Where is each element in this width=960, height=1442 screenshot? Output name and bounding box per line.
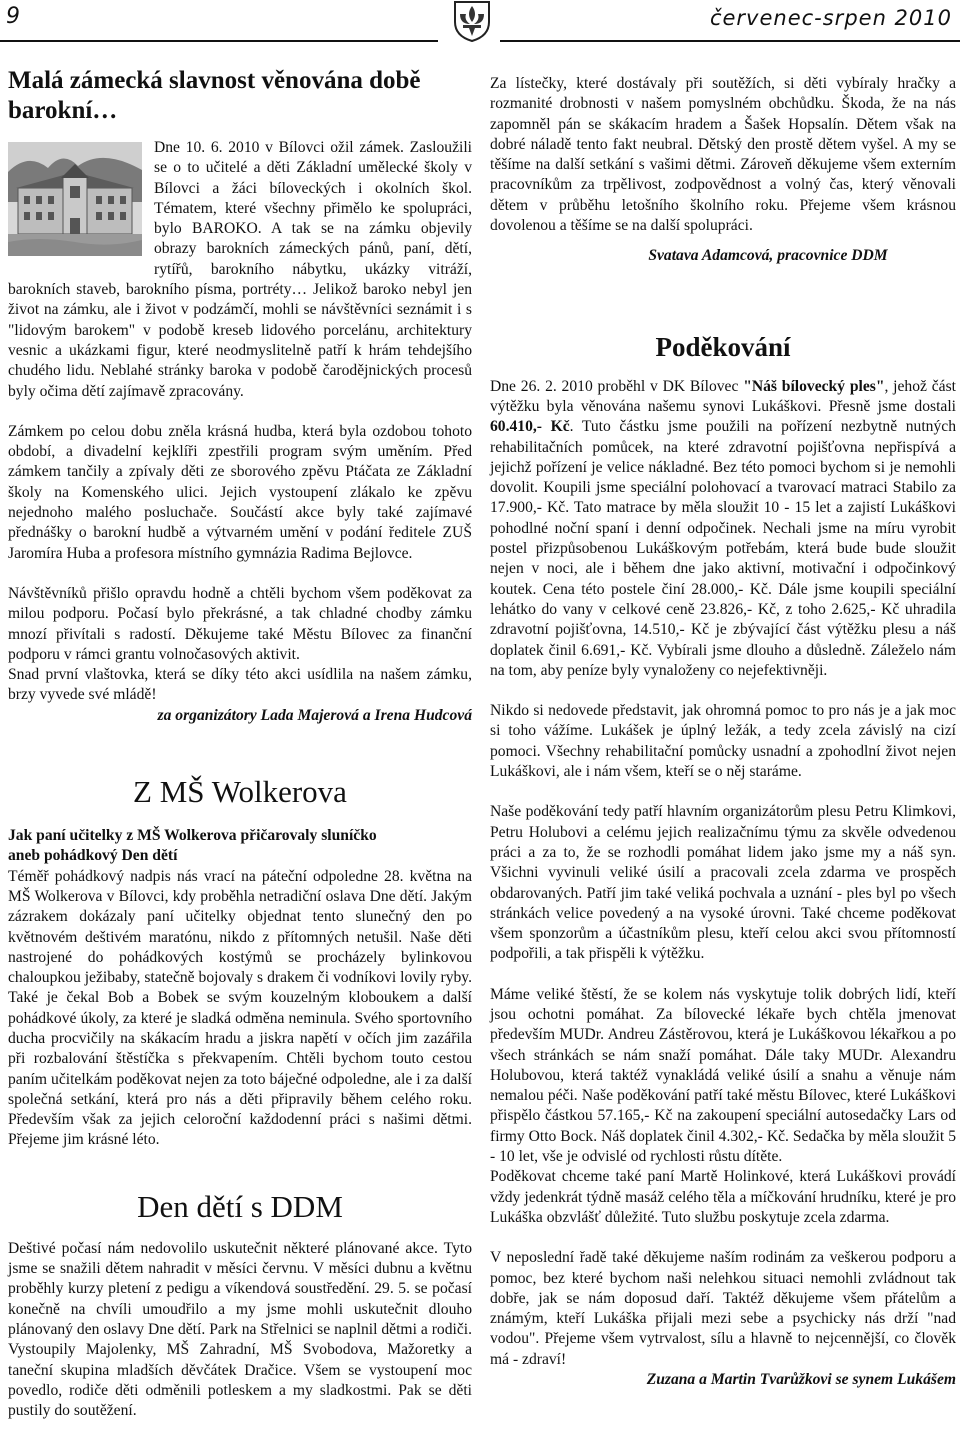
ddm-paragraph-2: Za lístečky, které dostávaly při soutěžích, si děti vybíraly hračky a rozmanité drobnosti v našem pomyslném obchůdku. Škoda, že na nás zapomněl pán se skákacím hradem a Šašek Hopsalín. Dětem však na dobré náladě tento fakt neubral. Dětský den prostě dětem vyšel. A my se těšíme na další setkání s vašimi dětmi. Zároveň děkujeme všem externím pracovníkům za trpělivost, zodpovědnost a volný čas, který věnovali dětem v průběhu letošního školního roku. Přejeme všem krásnou dovolenou a těšíme se na další spolupráci. xyxy=(490,75,956,235)
thanks-paragraph-4: Máme veliké štěstí, že se kolem nás vyskytuje tolik dobrých lidí, kteří jsou ochotni pomáhat. Za bílovecké lékaře bych chtěla jmenovat především MUDr. Andreu Zástěrovou, která je Lukáškovou lékařkou a po všech stránkách se nám snaží pomáhat. Dále taky MUDr. Alexandru Holubovou, která taktéž vynakládá veliké úsilí a snahu a věnuje nám nemalou péči. Naše poděkování patří také městu Bílovec, které Lukáškovi přispělo částkou 57.165,- Kč na zakoupení speciální autosedačky Lars od firmy Otto Bock. Náš doplatek činil 4.302,- Kč. Sedačka by měla sloužit 5 - 10 let, vše je odvislé od rychlosti růstu dítěte. xyxy=(490,985,956,1166)
heading-ms-wolkerova: Z MŠ Wolkerova xyxy=(133,774,347,810)
baroque-paragraph-1: Dne 10. 6. 2010 v Bílovci ožil zámek. Zasloužili se o to učitelé a děti Základní umělecké školy v Bílovci a žáci bíloveckých i okolních škol. Tématem, které všechny přimělo ke spolupráci, bylo BAROKO. A tak se na zámku objevily obrazy barokních zámeckých pánů, paní, dětí, rytířů, barokního nábytku, ukázky vitráží, barokních staveb, barokního písma, portréty… Jelikož baroko nebyl jen život na zámku, ale i život v podzámčí, mohli se návštěvníci seznámit i s "lidovým barokem" v podobě kreseb lidového porcelánu, architektury vesnic a ukázkami figur, které neodmyslitelně patří k hrám tehdejšího chudého lidu. Neblahé stránky baroka v podobě čarodějnických procesů byly očima dětí zajímavě zpracovány. xyxy=(8,139,472,400)
thanks-paragraph-5: Poděkovat chceme také paní Martě Holinkové, která Lukáškovi provádí vždy jedenkrát týdně masáž celého těla a míčkování hrudníku, které je pro Lukáška obzvlášť důležité. Tuto službu poskytuje zcela zdarma. xyxy=(490,1168,956,1226)
baroque-paragraph-2: Zámkem po celou dobu zněla krásná hudba, která byla ozdobou tohoto období, a divadelní kejklíři zpestřili program svým uměním. Před zámkem tančily a zpívaly děti ze sborového zpěvu Ptáčata ze Základní školy na Komenského ulici. Jejich vystoupení zlákalo ke zpěvu nejednoho malého posluchače. Součástí akce byly také zajímavé přednášky o barokní hudbě a výtvarném umění v podání ředitele ZUŠ Jaromíra Huba a profesora místního gymnázia Radima Bejlovce. xyxy=(8,422,472,562)
baroque-paragraph-4: Snad první vlaštovka, která se díky této akci usídlila na našem zámku, brzy vyvede své mládě! xyxy=(8,666,472,704)
wolkerova-subhead-1: Jak paní učitelky z MŠ Wolkerova přičarovaly sluníčko xyxy=(8,827,377,845)
wolkerova-subhead-2: aneb pohádkový Den dětí xyxy=(8,847,178,865)
header-rule-left xyxy=(0,40,438,42)
ddm-paragraph-1: Deštivé počasí nám nedovolilo uskutečnit některé plánované akce. Tyto jsme se snažili dětem nahradit v měsíci červnu. V měsíci dubnu a květnu proběhly kurzy pletení z pedigu a víkendová soustředění. 29. 5. se počasí konečně na chvíli umoudřilo a my jsme mohli uskutečnit dlouho plánovaný den oslavy Dne dětí. Park na Střelnici se naplnil dětmi a rodiči. Vystoupily Majolenky, MŠ Zahradní, MŠ Svobodova, Mažoretky a taneční skupina mladších děvčátek Dračice. Všem se vystoupení moc povedlo, rodiče děti odměnili potleskem a my sladkostmi. Pak se děti pustily do soutěžení. xyxy=(8,1239,472,1420)
article-title-baroque: Malá zámecká slavnost věnována době barokní… xyxy=(8,67,421,124)
fleur-de-lis-emblem-icon xyxy=(452,0,492,42)
heading-podekovani: Poděkování xyxy=(655,331,791,362)
wolkerova-paragraph: Téměř pohádkový nadpis nás vrací na páteční odpoledne 28. května na MŠ Wolkerova v Bílovci, kdy proběhla netradiční oslava Dne dětí. Jakým zázrakem dokázaly paní učitelky objednat tento slunečný den po květnovém deštivém maratónu, nikdo z přítomných netušil. Naše děti nastrojené do pohádkových kostýmů se procházely bylinkovou chaloupkou ježibaby, statečně bojovaly s drakem či vodníkovi lovily ryby. Také je čekal Bob a Bobek se svým kouzelným kloboukem a další pohádkové úkoly, za které je sladká odměna neminula. Svého sportovního ducha procvičily na skákacím hradu a jiskra napětí v očích jim zazářila při rozbalování štěstíčka s překvapením. Chtěli bychom touto cestou paním učitelkám poděkovat nejen za toto báječné odpoledne, ale i za další společná setkání, která pro nás a děti připravily během celého roku. Především však za jejich celoroční každodenní práci s našimi dětmi. Přejeme jim krásné léto. xyxy=(8,867,472,1149)
ddm-signature: Svatava Adamcová, pracovnice DDM xyxy=(648,247,888,265)
left-column xyxy=(8,66,472,1421)
thanks-signature: Zuzana a Martin Tvarůžkovi se synem Lukášem xyxy=(646,1371,956,1389)
page-number: 9 xyxy=(6,4,20,29)
thanks-paragraph-6: V neposlední řadě také děkujeme naším rodinám za veškerou podporu a pomoc, bez které bychom naši nelehkou situaci nemohli zvládnout tak dobře, jak se nám doposud daří. Taktéž děkujeme všem přátelům a známým, kteří Lukáška přijali mezi sebe a psychicky nás drží "nad vodou". Přejeme všem vytrvalost, sílu a hlavně to nejcennější, co člověk má - zdraví! xyxy=(490,1249,956,1368)
thanks-paragraph-3: Naše poděkování tedy patří hlavním organizátorům plesu Petru Klimkovi, Petru Holubovi a celému jejich realizačnímu týmu za skvěle odvedenou práci a za to, že se rozhodli pomáhat lidem jako jsme my a náš syn. Všichni vyvinuli veliké úsilí a pracovali zcela zdarma ve prospěch obdarovaných. Patří jim také veliká pochvala a uznání - ples byl po všech stránkách velice povedený a na vysoké úrovni. Také chceme poděkovat všem sponzorům a účastníkům plesu, kteří celou akci svou přítomností podpořili, a tak přispěli k výtěžku. xyxy=(490,803,956,963)
baroque-paragraph-3: Návštěvníků přišlo opravdu hodně a chtěli bychom všem poděkovat za milou podporu. Počasí bylo překrásné, a tak chladné chodby zámku mnozí přivítali s radostí. Děkujeme také Městu Bílovec za finanční podporu v rámci grantu volnočasových aktivit. xyxy=(8,584,472,663)
header-rule-right xyxy=(500,40,960,42)
heading-den-deti-ddm: Den dětí s DDM xyxy=(137,1188,343,1224)
baroque-signature: za organizátory Lada Majerová a Irena Hudcová xyxy=(157,706,472,724)
right-column xyxy=(490,74,956,1390)
thanks-paragraph-1: Dne 26. 2. 2010 proběhl v DK Bílovec "Náš bílovecký ples", jehož část výtěžku byla věnována našemu synovi Lukáškovi. Přesně jsme dostali 60.410,- Kč. Tuto částku jsme použili na pořízení nezbytně nutných rehabilitačních pomůcek, na které zdravotní pojišťovna nepřispívá a jejichž pořízení je velice nákladné. Bez této pomoci bychom si je nemohli dovolit. Koupili jsme speciální polohovací a tvarovací matraci Stabilo za 17.900,- Kč. Tato matrace by měla sloužit 10 - 15 let a zajistí Lukáškovi pohodlné noční spaní i denní odpočinek. Nechali jsme na míru vyrobit postel přizpůsobenou Lukáškovým potřebám, která bude bude sloužit nejen v noci, ale i během dne jako aktivní, motivační i odpočinkový koutek. Cena této postele činí 28.000,- Kč. Dále jsme koupili speciální lehátko do vany v celkové ceně 23.826,- Kč, z toho 2.625,- Kč uhradila zdravotní pojišťovna, 14.510,- Kč je zbývající část výtěžku plesu a náš doplatek činil 6.691,- Kč. Vybírali jsme dlouho a důsledně. Záleželo nám na tom, aby peníze byly vynaloženy co nejefektivněji. xyxy=(490,377,956,679)
issue-date: červenec-srpen 2010 xyxy=(709,6,952,30)
thanks-paragraph-2: Nikdo si nedovede představit, jak ohromná pomoc to pro nás je a jak moc si toho vážíme. Lukášek je úplný ležák, a tedy zcela závislý na cizí pomoci. Všechny rehabilitační pomůcky usnadní a zpohodlní život nejen Lukáškovi, ale i nám všem, kteří se o něj staráme. xyxy=(490,702,956,781)
castle-photo xyxy=(8,142,142,256)
